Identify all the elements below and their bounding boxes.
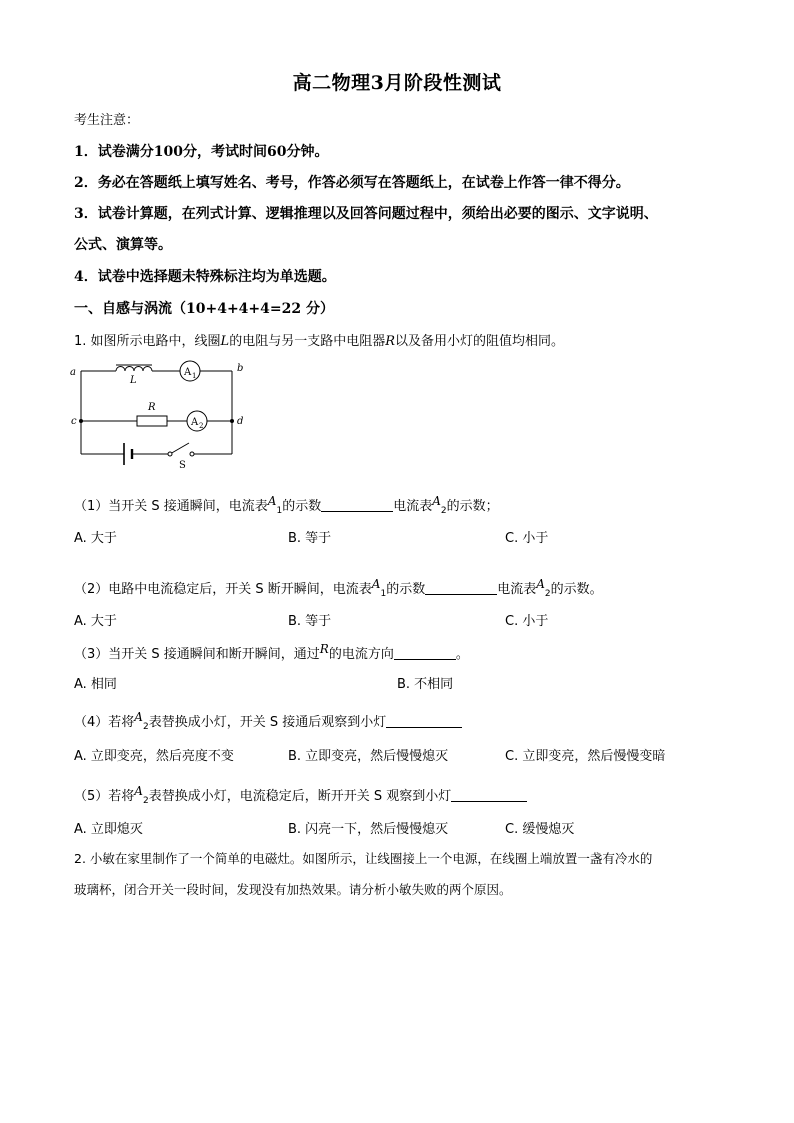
sub-question-1: （1）当开关 S 接通瞬间，电流表$A_1$的示数 电流表$A_2$的示数；: [74, 494, 499, 516]
answer-blank[interactable]: [394, 645, 456, 660]
option-4a[interactable]: A. 立即变亮，然后亮度不变: [74, 749, 234, 764]
resistor-r: [137, 416, 167, 426]
section-heading: 一、自感与涡流（10+4+4+4=22 分）: [74, 301, 334, 317]
answer-blank[interactable]: [425, 580, 497, 595]
option-1a[interactable]: A. 大于: [74, 531, 117, 546]
option-5b[interactable]: B. 闪亮一下，然后慢慢熄灭: [288, 822, 449, 837]
option-1c[interactable]: C. 小于: [505, 531, 549, 546]
sub-question-2: （2）电路中电流稳定后，开关 S 断开瞬间，电流表$A_1$的示数 电流表$A_2$的示数。: [74, 577, 603, 599]
switch-label: S: [179, 460, 186, 471]
option-5a[interactable]: A. 立即熄灭: [74, 822, 143, 837]
option-2a[interactable]: A. 大于: [74, 614, 117, 629]
node-label-a: a: [70, 367, 76, 378]
option-1b[interactable]: B. 等于: [288, 531, 332, 546]
answer-blank[interactable]: [386, 713, 462, 728]
question-2-line-1: 2. 小敏在家里制作了一个简单的电磁灶。如图所示，让线圈接上一个电源，在线圈上端放置一盏有冷水的: [74, 851, 653, 866]
node-label-c: c: [71, 416, 77, 427]
option-3a[interactable]: A. 相同: [74, 677, 117, 692]
resistor-label: R: [148, 402, 156, 413]
ammeter-a1-label: A: [184, 367, 192, 378]
rule-3-cont: 公式、演算等。: [74, 237, 172, 253]
option-4c[interactable]: C. 立即变亮，然后慢慢变暗: [505, 749, 666, 764]
sub-question-4: （4）若将$A_2$表替换成小灯，开关 S 接通后观察到小灯: [74, 710, 462, 732]
sub-question-5: （5）若将$A_2$表替换成小灯，电流稳定后，断开开关 S 观察到小灯: [74, 784, 527, 806]
ammeter-a2-subscript: 2: [199, 422, 204, 430]
notice-heading: 考生注意：: [74, 113, 140, 128]
sub-question-3: （3）当开关 S 接通瞬间和断开瞬间，通过R的电流方向 。: [74, 642, 469, 662]
question-1-stem: 1. 如图所示电路中，线圈L的电阻与另一支路中电阻器R以及备用小灯的阻值均相同。: [74, 334, 565, 349]
circuit-diagram: [66, 352, 256, 472]
node-label-d: d: [237, 416, 244, 427]
ammeter-a1-subscript: 1: [192, 372, 197, 380]
option-2b[interactable]: B. 等于: [288, 614, 332, 629]
rule-2: 2．务必在答题纸上填写姓名、考号，作答必须写在答题纸上，在试卷上作答一律不得分。: [74, 175, 630, 191]
rule-4: 4．试卷中选择题未特殊标注均为单选题。: [74, 269, 336, 285]
question-2-line-2: 玻璃杯，闭合开关一段时间，发现没有加热效果。请分析小敏失败的两个原因。: [74, 882, 512, 897]
node-label-b: b: [237, 363, 244, 374]
rule-1: 1．试卷满分100分，考试时间60分钟。: [74, 144, 329, 160]
rule-3: 3．试卷计算题，在列式计算、逻辑推理以及回答问题过程中，须给出必要的图示、文字说明、: [74, 206, 658, 222]
answer-blank[interactable]: [321, 497, 393, 512]
option-2c[interactable]: C. 小于: [505, 614, 549, 629]
inductor-coil: [116, 367, 152, 372]
ammeter-a2-label: A: [191, 417, 199, 428]
answer-blank[interactable]: [451, 787, 527, 802]
page-title: 高二物理3月阶段性测试: [292, 72, 502, 94]
option-5c[interactable]: C. 缓慢熄灭: [505, 822, 575, 837]
inductor-label: L: [130, 375, 137, 386]
switch-s: [170, 443, 189, 454]
option-4b[interactable]: B. 立即变亮，然后慢慢熄灭: [288, 749, 449, 764]
option-3b[interactable]: B. 不相同: [397, 677, 454, 692]
